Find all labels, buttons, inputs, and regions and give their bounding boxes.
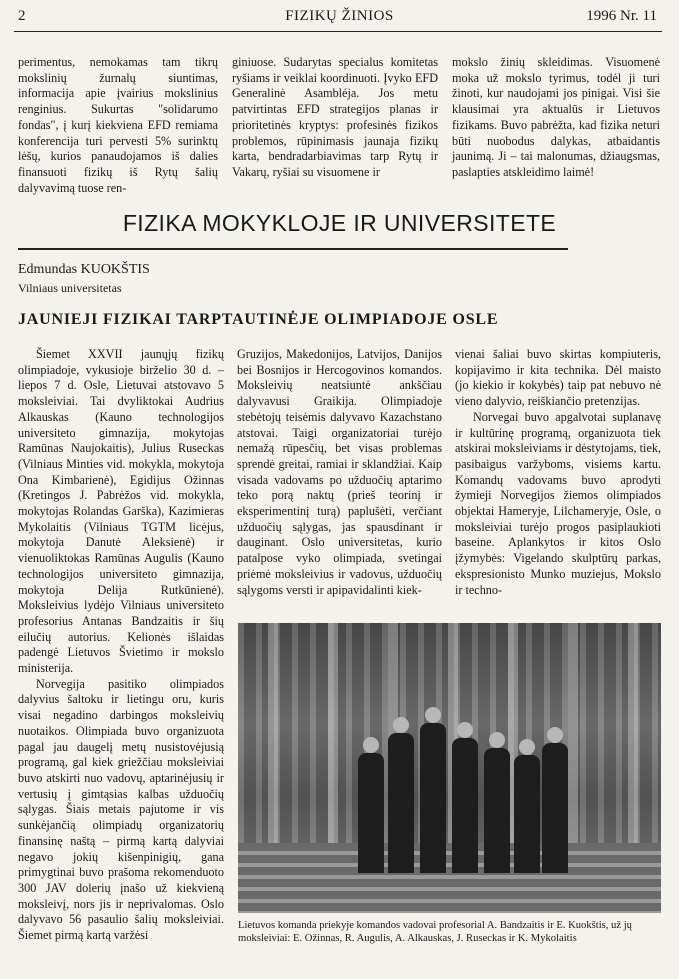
article-title: JAUNIEJI FIZIKAI TARPTAUTINĖJE OLIMPIADOJE OSLE [18, 311, 499, 328]
header-rule [14, 31, 662, 32]
person-figure [484, 748, 510, 873]
person-figure [542, 743, 568, 873]
section-rule [18, 248, 568, 250]
continued-text-2: giniuose. Sudarytas specialus komitetas ryšiams ir veiklai koordinuoti. Įvyko EFD Generalinė Asambléja. Jos metu patvirtintas EFD strategijos planas ir prioritetinės kryptys: profesinės fizikos problemos, rūpinimasis jaunaja fizikų karta, bendradarbiavimas tarp Rytų ir Vakarų, ryšiai su visuomene ir [232, 55, 438, 179]
article-column-2 [237, 347, 442, 598]
journal-title: FIZIKŲ ŽINIOS [285, 8, 394, 24]
page-header [0, 4, 679, 28]
person-figure [420, 723, 446, 873]
continued-text-3: mokslo žinių skleidimas. Visuomenė moka už mokslo tyrimus, todėl ji turi žinoti, kur naudojami jos pinigai. Visi šie klausimai yra aktualūs ir Lietuvos fizikams. Buvo pabrėžta, kad fizika neturi būti nuobodus dalykas, atbaidantis jaunimą. Ji – tai malonumas, džiaugsmas, paslapties atskleidimo laimė! [452, 55, 660, 179]
author-name: Edmundas KUOKŠTIS [18, 262, 150, 277]
continued-column-2 [232, 55, 438, 181]
continued-column-1 [18, 55, 218, 196]
continued-column-3 [452, 55, 660, 181]
article-column-3 [455, 347, 661, 598]
article-paragraph: Gruzijos, Makedonijos, Latvijos, Danijos bei Bosnijos ir Hercogovinos komandos. Moksleivių neatsiuntė ankščiau dalyvavusi Graikija. Olimpiadoje stebėtojų teisėmis dalyvavo Kazachstano atstovai. Taigi organizatoriai turėjo nemažą rūpesčių, bet visas problemas sprendė greitai, ramiai ir sklandžiai. Kaip visada vadovams po užduočių aptarimo teko porą naktų (prieš teorinį ir eksperimentinį turą) paplušėti, verčiant užduočių sąlygas, jas spausdinant ir dauginant. Oslo universitetas, kurio patalpose vyko olimpiada, svetingai priėmė moksleivius ir vadovus, užduočių sąlygoms versti ir apipavidalinti kiek- [237, 347, 442, 597]
building-steps [238, 843, 661, 913]
page-number: 2 [18, 8, 26, 24]
section-title: FIZIKA MOKYKLOJE IR UNIVERSITETE [122, 210, 557, 236]
person-figure [388, 733, 414, 873]
team-photo [238, 623, 661, 913]
article-paragraph: Šiemet XXVII jaunųjų fizikų olimpiadoje, vykusioje birželio 30 d. – liepos 7 d. Osle, Lietuvai atstovavo 5 moksleiviai. Tai dvyliktokai Audrius Alkauskas (Kauno technologijos universiteto gimnazija, mokytojas Ramūnas Naujokaitis), Julius Ruseckas (Vilniaus Minties vid. mokykla, mokytoja Ona Kimbarienė), Egidijus Ožinnas (Kretingos J. Pabrėžos vid. mokykla, mokytojas Rolandas Garška), Kazimieras Mykolaitis (Vilniaus TGTM licėjus, mokytoja Danutė Aleksienė) ir vienuoliktokas Ramūnas Augulis (Kauno technologijos universiteto gimnazija, mokytoja Delija Rutkūnienė). Moksleivius lydėjo Vilniaus universiteto profesorius Antanas Bandzaitis ir šių eilučių autorius. Kelionės išlaidas padengė Lietuvos Švietimo ir mokslo ministerija. [18, 347, 224, 676]
continued-text-1: perimentus, nemokamas tam tikrų mokslinių žurnalų siuntimas, informacija apie įvairius mokslinius renginius. Sukurtas "solidarumo fondas", į kurį kiekviena EFD remiama konferencija turi pervesti 5% surinktų lėšų, kurios panaudojamos iš dalies finansuoti fizikų iš Rytų šalių dalyvavimą tuose ren- [18, 55, 218, 195]
article-paragraph: Norvegai buvo apgalvotai suplanavę ir kultūrinę programą, organizuota tiek atskirai moksleiviams ir dėstytojams, tiek, pasibaigus varžyboms, visiems kartu. Komandų vadovams buvo aprodyti žymieji Norvegijos žiemos olimpiados objektai Hameryje, Lilchameryje, Osle, o moksleiviai turėjo progos pasiplaukioti baseine. Aplankytos ir kitos Oslo įžymybės: Vigelando skulptūrų parkas, ekspresionisto Munko muziejus, Mokslo ir techno- [455, 409, 661, 597]
person-figure [452, 738, 478, 873]
person-figure [358, 753, 384, 873]
article-paragraph: vienai šaliai buvo skirtas kompiuteris, kopijavimo ir kita technika. Dėl maisto (jo kiekio ir kokybės) taip pat nebuvo nė vieno dalyvio, reiškiančio pretenzijas. [455, 347, 661, 409]
article-column-1 [18, 347, 224, 944]
person-figure [514, 755, 540, 873]
photo-caption: Lietuvos komanda priekyje komandos vadovai profesorial A. Bandzaitis ir E. Kuokštis, už jų moksleiviai: E. Ožinnas, R. Augulis, A. Alkauskas, J. Ruseckas ir K. Mykolaitis [238, 920, 632, 944]
author-affiliation: Vilniaus universitetas [18, 281, 122, 295]
article-paragraph: Norvegija pasitiko olimpiados dalyvius šaltoku ir lietingu oru, kuris visai negadino darbingos moksleivių nuotaikos. Olimpiada buvo organizuota pagal jau daugelį metų nusistovėjusią programą, gal kiek griežčiau moksleiviai buvo atskirti nuo vadovų, aptarinėjusių ir vertusių į gimtąsias kalbas užduočių sąlygas. Šiais metais pajutome ir vis sunkėjančią olimpiadų organizatorių finansinę naštą – pirmą kartą dalyviai negavo jokių kišenpinigių, gana primygtinai buvo prašoma rekomenduoto 300 JAV dolerių įnašo už kiekvieną moksleivį, nors jis ir neprivalomas. Oslo dalyvavo 56 pasaulio šalių moksleiviai. Šiemet pirmą kartą varžėsi [18, 676, 224, 943]
issue-label: 1996 Nr. 11 [586, 8, 657, 24]
